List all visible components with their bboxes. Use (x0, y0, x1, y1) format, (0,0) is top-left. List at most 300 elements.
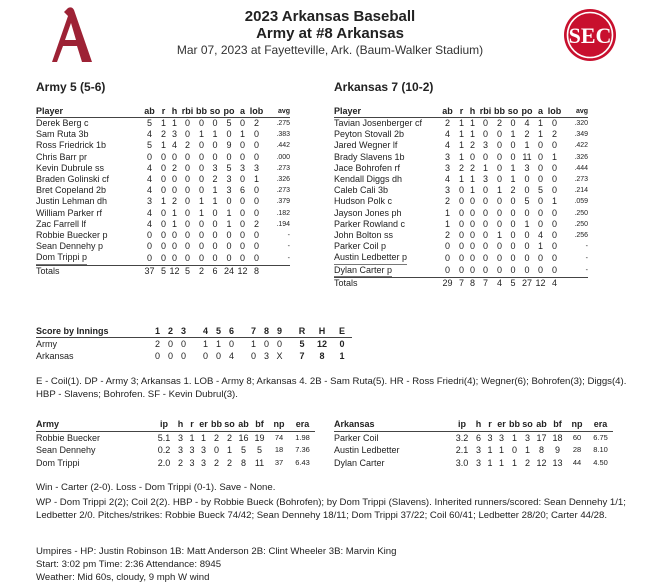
stat-cell: 1 (496, 185, 502, 196)
stat-cell: 0 (458, 185, 464, 196)
stat-cell: 0 (160, 252, 166, 263)
stat-cell: 1.98 (295, 432, 310, 442)
avg-cell: .275 (276, 120, 290, 127)
stat-cell: 0 (212, 151, 218, 162)
stat-cell: 0 (482, 241, 488, 252)
stat-cell: 0 (253, 230, 259, 241)
avg-cell: .182 (276, 209, 290, 217)
stat-cell: 3 (189, 445, 195, 455)
stat-cell: 4 (524, 118, 530, 128)
stat-cell: 1 (511, 457, 517, 468)
stat-cell: 0 (171, 252, 177, 263)
stat-cell: 0 (239, 230, 245, 241)
avg-cell: .379 (276, 198, 290, 206)
report-title: 2023 Arkansas Baseball (244, 8, 416, 25)
pitcher-row (36, 457, 315, 470)
stat-cell: 0 (226, 129, 232, 140)
stat-cell: 0 (198, 162, 204, 173)
batter-row (36, 185, 290, 196)
stat-cell: 37 (274, 457, 284, 467)
stat-cell: 1 (496, 230, 502, 241)
stat-cell: 1 (524, 445, 530, 455)
stat-cell: 4 (146, 174, 152, 185)
player-name: Kevin Dubrule ss (36, 162, 105, 173)
stat-cell: 0 (524, 230, 530, 241)
stat-cell: 4 (444, 140, 450, 151)
stat-cell: 3.0 (455, 457, 469, 468)
stat-cell: 1 (487, 457, 493, 468)
stat-cell: 1 (469, 185, 475, 196)
batter-row (334, 230, 588, 241)
stat-cell: 3 (177, 445, 183, 455)
player-name: Derek Berg c (36, 118, 89, 128)
batter-row (36, 140, 290, 151)
batter-row (334, 129, 588, 140)
player-name-cell (334, 219, 439, 230)
total-cell: 2 (195, 265, 208, 277)
stat-cell: 2 (496, 118, 502, 128)
umpires: Umpires - HP: Justin Robinson 1B: Matt Anderson 2B: Clint Wheeler 3B: Marvin King (36, 546, 397, 557)
column-header: ab (439, 106, 456, 118)
pitcher-name: Austin Ledbetter (334, 445, 400, 455)
stat-cell: 0 (184, 230, 190, 241)
stat-cell: 1 (444, 207, 450, 218)
stat-cell: 3 (482, 140, 488, 151)
stat-cell: 2 (171, 196, 177, 207)
stat-cell: 0 (496, 252, 502, 263)
stat-cell: 0 (444, 241, 450, 252)
pitcher-name: Parker Coil (334, 432, 379, 443)
stat-cell: 4 (537, 230, 543, 241)
totals-row (36, 265, 290, 277)
stat-cell: 12 (536, 457, 547, 468)
batter-row (36, 196, 290, 207)
stat-cell: 0 (458, 252, 464, 263)
stat-cell: 3 (482, 174, 488, 185)
column-header: h (467, 106, 478, 118)
score-by-innings-table (36, 325, 352, 362)
player-name-cell (334, 252, 439, 264)
stat-cell: 0 (496, 162, 502, 173)
stat-cell: 0 (184, 196, 190, 207)
inning-header: 3 (177, 325, 190, 338)
stat-cell: 6.43 (295, 457, 310, 467)
player-name-cell (36, 219, 141, 230)
inning-score: 0 (263, 339, 269, 349)
stat-cell: 0 (551, 218, 557, 229)
column-header: bb (211, 419, 222, 429)
stat-cell: 1 (226, 207, 232, 218)
player-name: Jace Bohrofen rf (334, 162, 401, 173)
player-name: Zac Farrell lf (36, 218, 87, 229)
avg-cell: .214 (574, 187, 588, 195)
stat-cell: 4.50 (593, 457, 608, 467)
stat-cell: 0 (184, 252, 190, 263)
stat-cell: 0 (551, 118, 557, 128)
stat-cell: 0 (198, 151, 204, 162)
avg-cell: - (585, 254, 588, 262)
stat-cell: 0 (184, 151, 190, 162)
player-name: Tavian Josenberger cf (334, 118, 423, 128)
column-header: bb (494, 106, 505, 116)
stat-cell: 1 (226, 445, 232, 455)
stat-cell: 1 (198, 207, 204, 218)
batter-row (334, 118, 588, 130)
avg-cell: .444 (574, 164, 588, 172)
column-header: po (521, 106, 533, 116)
batter-row (36, 174, 290, 185)
stat-cell: 0 (551, 252, 557, 263)
stat-cell: 5 (226, 162, 232, 173)
inning-score: 0 (276, 339, 282, 349)
stat-cell: 4 (444, 129, 450, 140)
stat-cell: 0 (184, 185, 190, 196)
total-cell: 4 (547, 277, 562, 289)
batter-row (334, 208, 588, 219)
stat-cell: 0 (524, 174, 530, 185)
stat-cell: 2 (226, 432, 232, 443)
stat-cell: 0 (469, 151, 475, 162)
stat-cell: 0 (510, 265, 516, 276)
column-header: er (495, 418, 508, 431)
stat-cell: 0 (198, 185, 204, 196)
column-header: bb (196, 106, 207, 116)
stat-cell: 1 (171, 207, 177, 218)
stat-cell: 1 (551, 151, 557, 162)
stat-cell: 0 (469, 207, 475, 218)
stat-cell: 0 (469, 252, 475, 263)
stat-cell: 0 (510, 230, 516, 241)
stat-cell: 1 (171, 218, 177, 229)
stat-cell: 2.0 (157, 457, 171, 468)
stat-cell: 0 (510, 140, 516, 151)
inning-score: 0 (180, 351, 186, 361)
total-empty (264, 265, 290, 277)
stat-cell: 3 (146, 196, 152, 207)
stat-cell: 0 (160, 174, 166, 185)
stat-cell: 0 (198, 174, 204, 185)
column-header: Army (36, 418, 154, 431)
stat-cell: 0 (184, 118, 190, 128)
stat-cell: 0 (510, 196, 516, 207)
stat-cell: 1 (537, 129, 543, 140)
stat-cell: 0 (524, 241, 530, 252)
stat-cell: 6 (239, 185, 245, 196)
stat-cell: 0 (160, 207, 166, 218)
stat-cell: 0 (496, 174, 502, 185)
stat-cell: 0 (198, 252, 204, 263)
player-name: Austin Ledbetter p (334, 252, 407, 264)
stat-cell: 0 (239, 140, 245, 151)
batter-row (334, 241, 588, 252)
stat-cell: 0 (198, 140, 204, 151)
player-name-cell (36, 208, 141, 219)
player-name-cell (36, 230, 141, 241)
stat-cell: 5 (537, 185, 543, 196)
stat-cell: 0 (496, 265, 502, 276)
column-header: bb (509, 419, 520, 429)
stat-cell: 2 (551, 129, 557, 140)
stat-cell: 1 (200, 432, 206, 443)
stat-cell: 6 (475, 432, 481, 443)
player-name: Dylan Carter p (334, 265, 392, 277)
total-cell: 12 (535, 277, 546, 288)
avg-cell: .320 (574, 120, 588, 127)
stat-cell: 3 (475, 457, 481, 468)
stat-cell: 0 (253, 207, 259, 218)
column-header: po (223, 106, 235, 116)
army-pitching-table (36, 418, 315, 469)
inning-score: 4 (228, 351, 234, 361)
arkansas-team-header: Arkansas 7 (10-2) (334, 80, 434, 94)
avg-cell: .000 (276, 153, 290, 161)
stat-cell: 1 (458, 174, 464, 185)
stat-cell: 0 (239, 241, 245, 252)
batter-row (334, 185, 588, 196)
column-header: avg (264, 106, 290, 118)
team-name: Arkansas (36, 351, 74, 361)
stat-cell: 0 (469, 196, 475, 207)
stat-cell: 0 (171, 230, 177, 241)
batter-row (334, 219, 588, 230)
batter-row (36, 129, 290, 140)
stat-cell: 0 (239, 174, 245, 185)
stat-cell: 0 (212, 207, 218, 218)
player-name: Braden Golinski cf (36, 174, 110, 185)
stat-cell: 3 (200, 457, 206, 468)
stat-cell: 11 (522, 151, 532, 162)
player-name-cell (36, 152, 141, 163)
stat-cell: 1 (498, 457, 504, 468)
stat-cell: 0 (212, 241, 218, 252)
batter-row (36, 118, 290, 130)
pitcher-row (36, 431, 315, 444)
stat-cell: 18 (274, 445, 284, 454)
stat-cell: 28 (572, 445, 582, 454)
stat-cell: 2 (469, 140, 475, 151)
stat-cell: 0 (184, 174, 190, 185)
column-header: h (169, 106, 180, 118)
stat-cell: 4 (146, 207, 152, 218)
player-name: Dom Trippi p (36, 252, 87, 264)
pitching-header-row (36, 418, 315, 431)
arkansas-pitching-table (334, 418, 613, 469)
stat-cell: 0 (482, 218, 488, 229)
batter-row (36, 208, 290, 219)
stat-cell: 2 (458, 162, 464, 173)
inning-score: 1 (250, 339, 256, 349)
stat-cell: 3 (524, 432, 530, 443)
player-name-cell (36, 140, 141, 151)
column-header: so (224, 419, 235, 429)
column-header: bf (549, 418, 566, 431)
totals-label: Totals (334, 277, 439, 289)
stat-cell: 0 (253, 151, 259, 162)
column-header: ip (154, 418, 174, 431)
player-name: William Parker rf (36, 207, 103, 218)
batter-row (36, 219, 290, 230)
stat-cell: 0 (510, 241, 516, 252)
stat-cell: 1 (537, 118, 543, 128)
stat-cell: 4 (146, 218, 152, 229)
inning-header: 4 (190, 325, 212, 338)
player-name-cell (36, 163, 141, 174)
stat-cell: 0 (458, 196, 464, 207)
batter-row (36, 252, 290, 265)
stat-cell: 0 (160, 151, 166, 162)
stat-cell: 0 (510, 151, 516, 162)
table-header-row (334, 106, 588, 118)
stat-cell: 8.10 (593, 445, 608, 454)
total-empty (562, 277, 588, 289)
avg-cell: - (585, 267, 588, 275)
avg-cell: .273 (276, 187, 290, 195)
stat-cell: 1 (551, 196, 557, 207)
stat-cell: 0 (212, 252, 218, 263)
stat-cell: 2 (171, 162, 177, 173)
total-cell: 8 (249, 265, 264, 277)
stat-cell: 0 (239, 207, 245, 218)
stat-cell: 0 (184, 218, 190, 229)
stat-cell: 0 (496, 218, 502, 229)
stat-cell: 0 (510, 118, 516, 128)
stat-cell: 0 (482, 207, 488, 218)
column-header: h (472, 418, 485, 431)
stat-cell: 0 (524, 265, 530, 276)
total-cell: 4 (493, 277, 506, 289)
column-header: era (588, 418, 613, 431)
stat-cell: 2 (444, 118, 450, 128)
total-cell: 12 (237, 265, 248, 276)
weather: Weather: Mid 60s, cloudy, 9 mph W wind (36, 572, 210, 583)
stat-cell: 5 (256, 445, 262, 455)
inning-score: 2 (154, 339, 160, 349)
column-header: ab (236, 418, 251, 431)
stat-cell: 4 (444, 174, 450, 185)
inning-score: 0 (228, 339, 234, 349)
stat-cell: 0 (212, 218, 218, 229)
inning-score: 0 (167, 339, 173, 349)
stat-cell: 1 (469, 129, 475, 140)
total-cell: 8 (467, 277, 478, 289)
stat-cell: 0 (198, 218, 204, 229)
linescore-title: Score by Innings (36, 325, 151, 338)
inning-header: 6 (225, 325, 238, 338)
stat-cell: 1 (498, 445, 504, 455)
stat-cell: 8 (538, 445, 544, 455)
stat-cell: 0 (458, 207, 464, 218)
column-header: a (236, 106, 249, 118)
player-name-cell (36, 174, 141, 185)
avg-cell: .326 (574, 153, 588, 161)
stat-cell: 1 (469, 118, 475, 128)
pitcher-row (334, 444, 613, 457)
stat-cell: 2 (213, 432, 219, 443)
stat-cell: 0 (482, 196, 488, 207)
player-name-cell (334, 185, 439, 196)
stat-cell: 1 (212, 196, 218, 207)
player-name-cell (36, 241, 141, 252)
stat-cell: 2 (177, 457, 183, 468)
stat-cell: 1 (198, 129, 204, 140)
stat-cell: 2 (160, 129, 166, 140)
stat-cell: 0 (212, 118, 218, 128)
stat-cell: 5 (240, 445, 246, 455)
player-name-cell (36, 196, 141, 207)
stat-cell: 1 (537, 241, 543, 252)
stat-cell: 0 (537, 151, 543, 162)
batter-row (334, 196, 588, 207)
stat-cell: 0 (496, 140, 502, 151)
stat-cell: 0 (160, 162, 166, 173)
stat-cell: 1 (226, 218, 232, 229)
inning-score: X (276, 351, 283, 361)
player-name-cell (36, 252, 141, 265)
stat-cell: 0 (160, 230, 166, 241)
player-name: Kendall Diggs dh (334, 174, 403, 185)
batter-row (36, 163, 290, 174)
stat-cell: 1 (239, 129, 245, 140)
stat-cell: 9 (554, 445, 560, 455)
stat-cell: 2 (253, 118, 259, 128)
stat-cell: 4 (146, 185, 152, 196)
player-name: Ross Friedrick 1b (36, 140, 107, 151)
stat-cell: 4 (146, 129, 152, 140)
stat-cell: 3 (444, 185, 450, 196)
stat-cell: 0 (537, 162, 543, 173)
column-header: rbi (479, 106, 492, 116)
column-header: a (534, 106, 547, 118)
batter-row (334, 152, 588, 163)
stat-cell: 0 (496, 129, 502, 140)
rhe-value: 1 (339, 351, 345, 361)
army-team-header: Army 5 (5-6) (36, 80, 106, 94)
player-name-cell (334, 241, 439, 252)
stat-cell: 18 (552, 432, 563, 443)
linescore-row (36, 350, 352, 362)
total-cell: 24 (223, 265, 234, 276)
stat-cell: 0 (482, 252, 488, 263)
stat-cell: 0 (524, 252, 530, 263)
stat-cell: 1 (212, 129, 218, 140)
stat-cell: 1 (510, 129, 516, 140)
stat-cell: 0 (482, 185, 488, 196)
stat-cell: 2 (444, 196, 450, 207)
stat-cell: 0 (551, 174, 557, 185)
stat-cell: 0 (482, 118, 488, 128)
stat-cell: 0 (253, 140, 259, 151)
player-name-cell (334, 265, 439, 278)
stat-cell: 7.36 (295, 445, 310, 454)
player-name: Robbie Buecker p (36, 230, 108, 241)
total-cell: 27 (521, 277, 532, 288)
stat-cell: 0 (171, 151, 177, 162)
stat-cell: 0 (537, 252, 543, 263)
table-header-row (36, 106, 290, 118)
arkansas-batting-table (334, 106, 588, 289)
stat-cell: 0 (551, 230, 557, 241)
stat-cell: 2 (524, 129, 530, 140)
stat-cell: 3 (177, 432, 183, 443)
stat-cell: 0 (239, 252, 245, 263)
column-header: r (485, 418, 495, 431)
player-name: Brady Slavens 1b (334, 151, 405, 162)
column-header: np (566, 418, 588, 431)
stat-cell: 0 (146, 252, 152, 263)
logo-right-text: SEC (568, 23, 612, 48)
stat-cell: 0 (239, 151, 245, 162)
stat-cell: 13 (552, 457, 563, 468)
